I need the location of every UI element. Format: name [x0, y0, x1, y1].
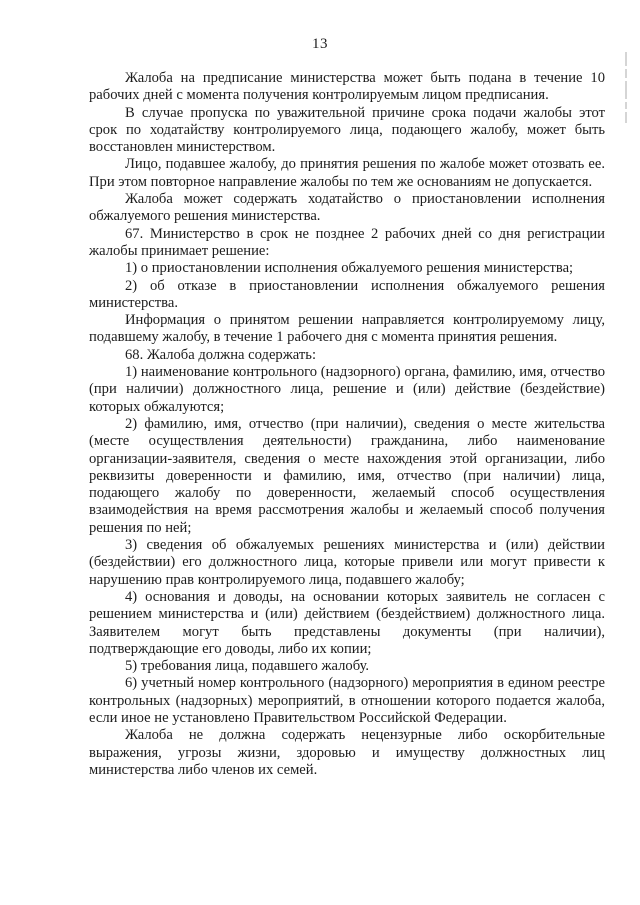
margin-stamp-mark — [622, 52, 630, 124]
paragraph-prohibited-content: Жалоба не должна содержать нецензурные либо оскорбительные выражения, угрозы жизни, здоровью и имуществу должностных лиц министерства либо членов их семей. — [89, 727, 605, 778]
list-item-68-5: 5) требования лица, подавшего жалобу. — [125, 658, 370, 675]
list-item-68-2: 2) фамилию, имя, отчество (при наличии), сведения о месте жительства (месте осуществления деятельности) гражданина, либо наименование организации-заявителя, сведения о месте нахождения этой организации, либо реквизиты доверенности и фамилию, имя, отчество (при наличии) лица, подающего жалобу по доверенности, желаемый способ осуществления взаимодействия на время рассмотрения жалобы и желаемый способ получения решения по ней; — [89, 415, 605, 536]
list-item-68-6: 6) учетный номер контрольного (надзорного) мероприятия в едином реестре контрольных (надзорных) мероприятий, в отношении которого подается жалоба, если иное не установлено Правительством Российской Федерации. — [89, 675, 605, 726]
list-item-67-1: 1) о приостановлении исполнения обжалуемого решения министерства; — [125, 260, 574, 277]
list-item-68-3: 3) сведения об обжалуемых решениях министерства и (или) действии (бездействии) его должностного лица, которые привели или могут привести к нарушению прав контролируемого лица, подавшего жалобу; — [89, 537, 605, 588]
list-item-68-1: 1) наименование контрольного (надзорного) органа, фамилию, имя, отчество (при наличии) должностного лица, решение и (или) действие (бездействие) которых обжалуются; — [89, 364, 605, 415]
paragraph-complaint-deadline: Жалоба на предписание министерства может быть подана в течение 10 рабочих дней с момента получения контролируемым лицом предписания. — [89, 70, 605, 104]
page-number: 13 — [312, 36, 328, 52]
paragraph-deadline-restoration: В случае пропуска по уважительной причине срока подачи жалобы этот срок по ходатайству контролируемого лица, подающего жалобу, может быть восстановлен министерством. — [89, 104, 605, 156]
list-item-67-2: 2) об отказе в приостановлении исполнения обжалуемого решения министерства. — [89, 277, 605, 311]
paragraph-item-67: 67. Министерство в срок не позднее 2 рабочих дней со дня регистрации жалобы принимает решение: — [89, 225, 605, 259]
paragraph-suspension-request: Жалоба может содержать ходатайство о приостановлении исполнения обжалуемого решения министерства. — [89, 191, 605, 225]
paragraph-item-68: 68. Жалоба должна содержать: — [125, 346, 316, 363]
paragraph-withdrawal: Лицо, подавшее жалобу, до принятия решения по жалобе может отозвать ее. При этом повторное направление жалобы по тем же основаниям не допускается. — [89, 156, 605, 190]
document-body — [89, 70, 605, 779]
list-item-68-4: 4) основания и доводы, на основании которых заявитель не согласен с решением министерства и (или) действием (бездействием) должностного лица. Заявителем могут быть представлены документы (при наличии), подтверждающие его доводы, либо их копии; — [89, 588, 605, 657]
paragraph-decision-notice: Информация о принятом решении направляется контролируемому лицу, подавшему жалобу, в течение 1 рабочего дня с момента принятия решения. — [89, 312, 605, 346]
